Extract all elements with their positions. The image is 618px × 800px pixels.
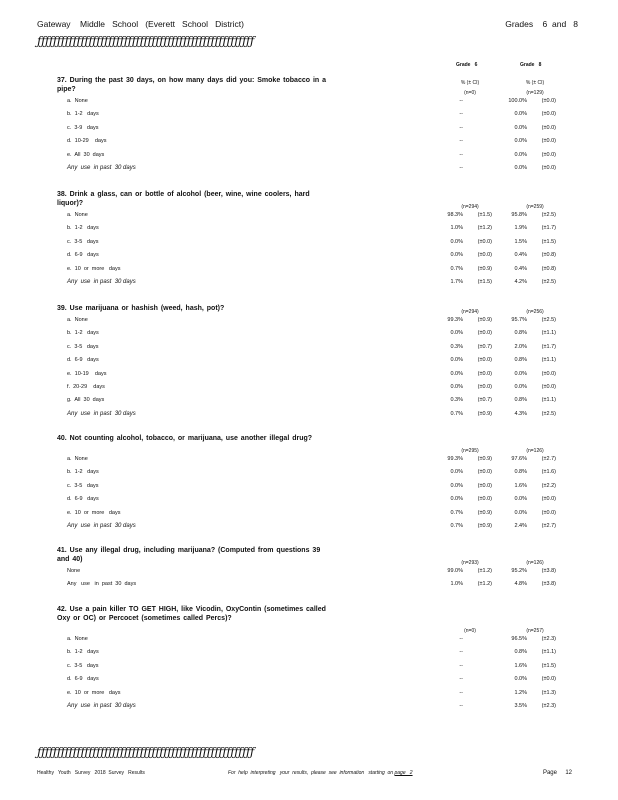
response-label: e. All 30 days xyxy=(67,151,105,158)
grade6-ci: (±0.9) xyxy=(477,410,492,417)
grade8-ci: (±0.0) xyxy=(541,98,556,104)
grade6-percent: -- xyxy=(459,98,463,104)
grade8-percent: 0.0% xyxy=(514,111,527,118)
response-label: c. 3-9 days xyxy=(67,124,99,131)
grade6-ci: (±1.2) xyxy=(477,581,492,588)
grade6-column-header: Grade 6 xyxy=(456,62,478,68)
response-label: b. 1-2 days xyxy=(67,649,99,656)
grade8-percent: 100.0% xyxy=(508,98,527,104)
question-title: 41. Use any illegal drug, including marijuana? (Computed from questions 39 and 40) xyxy=(57,547,321,563)
response-label: None xyxy=(67,568,81,574)
grade6-ci: (±0.0) xyxy=(477,384,492,390)
grade8-ci: (±2.5) xyxy=(541,279,556,285)
grade8-ci: (±3.8) xyxy=(541,568,556,574)
response-row xyxy=(0,496,618,508)
grade6-percent: 0.7% xyxy=(450,410,463,417)
response-label: c. 3-5 days xyxy=(67,662,99,669)
grade8-ci: (±1.1) xyxy=(541,330,556,337)
grade8-percent: 0.8% xyxy=(514,649,527,656)
grade8-percent: 1.6% xyxy=(514,482,527,489)
grade8-percent: 0.0% xyxy=(514,496,527,503)
response-row xyxy=(0,581,618,593)
response-label: Any use in past 30 days xyxy=(67,581,137,588)
grade6-sample-size: (n=0) xyxy=(464,628,476,634)
response-row xyxy=(0,411,618,423)
response-row xyxy=(0,397,618,409)
grade8-percent: 4.8% xyxy=(514,581,527,588)
grade8-ci: (±1.1) xyxy=(541,649,556,656)
grade8-percent: 0.0% xyxy=(514,124,527,131)
grade6-percent: -- xyxy=(459,662,463,669)
grade8-ci: (±2.3) xyxy=(541,636,556,642)
response-row xyxy=(0,384,618,396)
grade8-ci: (±1.7) xyxy=(541,343,556,350)
grade8-percent: 0.0% xyxy=(514,370,527,377)
response-label: d. 6-9 days xyxy=(67,357,99,364)
grade8-percent: 97.6% xyxy=(511,456,527,462)
response-row xyxy=(0,98,618,110)
grade6-ci: (±0.0) xyxy=(477,252,492,259)
grade8-percent: 1.9% xyxy=(514,225,527,232)
grade8-percent: 95.8% xyxy=(511,212,527,218)
grade6-ci: (±0.0) xyxy=(477,469,492,476)
top-rule: ƒƒƒƒƒƒƒƒƒƒƒƒƒƒƒƒƒƒƒƒƒƒƒƒƒƒƒƒƒƒƒƒƒƒƒƒƒƒƒƒƒƒƒƒƒƒƒƒƒƒƒƒƒƒƒ xyxy=(37,34,254,48)
grade6-ci: (±0.0) xyxy=(477,496,492,503)
grade6-percent: -- xyxy=(459,703,463,709)
grade8-ci: (±0.0) xyxy=(541,384,556,390)
grade8-ci: (±2.5) xyxy=(541,317,556,323)
response-row xyxy=(0,344,618,356)
response-label: g. All 30 days xyxy=(67,397,105,404)
grade8-percent: 1.6% xyxy=(514,662,527,669)
grade6-percent: 1.7% xyxy=(450,279,463,285)
grade8-ci: (±1.6) xyxy=(541,469,556,476)
response-row xyxy=(0,125,618,137)
grade6-percent: -- xyxy=(459,165,463,171)
grade6-percent: 98.3% xyxy=(447,212,463,218)
grade6-percent: 0.3% xyxy=(450,343,463,350)
grade8-sample-size: (n=126) xyxy=(526,560,544,566)
response-label: a. None xyxy=(67,98,88,104)
response-row xyxy=(0,317,618,329)
grade8-percent: 0.8% xyxy=(514,397,527,404)
response-row xyxy=(0,330,618,342)
grade6-percent: -- xyxy=(459,124,463,131)
response-label: Any use in past 30 days xyxy=(67,410,136,417)
grade6-percent: 1.0% xyxy=(450,581,463,588)
response-row xyxy=(0,165,618,177)
grade6-ci: (±1.5) xyxy=(477,212,492,218)
response-row xyxy=(0,523,618,535)
grade8-ci: (±2.7) xyxy=(541,523,556,529)
grade6-percent: 0.7% xyxy=(450,509,463,516)
grade8-percent: 0.0% xyxy=(514,165,527,171)
grade6-percent: -- xyxy=(459,676,463,683)
grade8-percent: 2.0% xyxy=(514,343,527,350)
response-row xyxy=(0,225,618,237)
footer-page-number: Page 12 xyxy=(542,770,572,776)
grade6-percent: 99.3% xyxy=(447,317,463,323)
grade8-ci: (±0.0) xyxy=(541,124,556,131)
response-row xyxy=(0,239,618,251)
grade6-percent: -- xyxy=(459,689,463,696)
question-title: 38. Drink a glass, can or bottle of alcohol (beer, wine, wine coolers, hard liquor)? xyxy=(57,191,310,207)
response-label: Any use in past 30 days xyxy=(67,703,136,709)
grade6-sample-size: (n=293) xyxy=(461,560,479,566)
grade6-ci: (±0.9) xyxy=(477,265,492,272)
grade6-percent: -- xyxy=(459,138,463,145)
grade8-percent: 1.5% xyxy=(514,238,527,245)
response-label: c. 3-5 days xyxy=(67,482,99,489)
grade8-percent: 0.0% xyxy=(514,384,527,390)
grade8-ci: (±0.0) xyxy=(541,151,556,158)
grade8-ci: (±0.0) xyxy=(541,370,556,377)
grade6-percent: 99.3% xyxy=(447,456,463,462)
response-label: f. 20-29 days xyxy=(67,384,105,390)
question-title: 39. Use marijuana or hashish (weed, hash, pot)? xyxy=(57,305,225,312)
grade8-ci: (±0.8) xyxy=(541,265,556,272)
grade6-sample-size: (n=294) xyxy=(461,309,479,315)
grade6-percent: -- xyxy=(459,151,463,158)
response-label: a. None xyxy=(67,212,88,218)
response-label: d. 6-9 days xyxy=(67,252,99,259)
pct-ci-header: % (± CI) xyxy=(460,80,480,86)
question-title: 40. Not counting alcohol, tobacco, or marijuana, use another illegal drug? xyxy=(57,435,313,442)
grade8-percent: 95.7% xyxy=(511,317,527,323)
response-label: a. None xyxy=(67,636,88,642)
grade8-ci: (±0.8) xyxy=(541,252,556,259)
grade6-percent: 0.7% xyxy=(450,523,463,529)
response-label: b. 1-2 days xyxy=(67,225,99,232)
grade8-ci: (±2.3) xyxy=(541,703,556,709)
grade6-percent: 0.0% xyxy=(450,330,463,337)
grade6-ci: (±0.0) xyxy=(477,370,492,377)
grade6-percent: 0.0% xyxy=(450,357,463,364)
response-row xyxy=(0,483,618,495)
grade8-sample-size: (n=129) xyxy=(526,90,544,96)
grade8-ci: (±1.1) xyxy=(541,357,556,364)
response-label: e. 10 or more days xyxy=(67,265,121,272)
grade6-percent: 0.3% xyxy=(450,397,463,404)
response-row xyxy=(0,371,618,383)
response-label: b. 1-2 days xyxy=(67,469,99,476)
grade6-ci: (±0.9) xyxy=(477,523,492,529)
grade8-ci: (±3.8) xyxy=(541,581,556,588)
response-row xyxy=(0,649,618,661)
grade8-percent: 96.5% xyxy=(511,636,527,642)
response-row xyxy=(0,676,618,688)
grade8-ci: (±1.5) xyxy=(541,662,556,669)
response-row xyxy=(0,663,618,675)
grade8-ci: (±0.0) xyxy=(541,111,556,118)
response-label: Any use in past 30 days xyxy=(67,279,136,285)
grade6-percent: 0.0% xyxy=(450,384,463,390)
grade8-percent: 0.0% xyxy=(514,509,527,516)
grade6-ci: (±0.0) xyxy=(477,238,492,245)
grade8-percent: 95.2% xyxy=(511,568,527,574)
grade8-percent: 3.5% xyxy=(514,703,527,709)
grade8-ci: (±1.3) xyxy=(541,689,556,696)
grade8-percent: 0.4% xyxy=(514,252,527,259)
grade6-percent: -- xyxy=(459,111,463,118)
grade8-percent: 2.4% xyxy=(514,523,527,529)
grade8-ci: (±0.0) xyxy=(541,676,556,683)
grade6-sample-size: (n=295) xyxy=(461,448,479,454)
grade8-percent: 4.3% xyxy=(514,410,527,417)
grade6-percent: 0.0% xyxy=(450,496,463,503)
response-label: e. 10 or more days xyxy=(67,689,121,696)
grade6-percent: 0.0% xyxy=(450,469,463,476)
grade6-percent: -- xyxy=(459,636,463,642)
response-label: e. 10 or more days xyxy=(67,509,121,516)
question-title: 42. Use a pain killer TO GET HIGH, like Vicodin, OxyContin (sometimes called Oxy or OC) or Percocet (sometimes called Percs)? xyxy=(57,606,326,622)
response-row xyxy=(0,152,618,164)
grade8-ci: (±1.5) xyxy=(541,238,556,245)
response-row xyxy=(0,138,618,150)
grade6-ci: (±0.9) xyxy=(477,456,492,462)
grade8-ci: (±0.0) xyxy=(541,138,556,145)
response-label: a. None xyxy=(67,317,88,323)
grade8-percent: 0.8% xyxy=(514,330,527,337)
grade6-percent: 0.0% xyxy=(450,482,463,489)
grade8-sample-size: (n=256) xyxy=(526,309,544,315)
response-row xyxy=(0,456,618,468)
response-label: d. 6-9 days xyxy=(67,496,99,503)
grade8-ci: (±2.5) xyxy=(541,212,556,218)
response-row xyxy=(0,357,618,369)
response-row xyxy=(0,111,618,123)
grade6-ci: (±0.7) xyxy=(477,343,492,350)
grade8-percent: 0.4% xyxy=(514,265,527,272)
grade8-percent: 0.0% xyxy=(514,676,527,683)
grade6-percent: 0.7% xyxy=(450,265,463,272)
grade6-ci: (±0.0) xyxy=(477,357,492,364)
pct-ci-header: % (± CI) xyxy=(525,80,545,86)
response-label: e. 10-19 days xyxy=(67,370,107,377)
response-row xyxy=(0,252,618,264)
response-row xyxy=(0,279,618,291)
grade8-percent: 0.8% xyxy=(514,469,527,476)
grade6-ci: (±0.9) xyxy=(477,509,492,516)
response-label: Any use in past 30 days xyxy=(67,165,136,171)
response-label: Any use in past 30 days xyxy=(67,523,136,529)
response-label: d. 6-9 days xyxy=(67,676,99,683)
response-row xyxy=(0,690,618,702)
grade8-ci: (±2.5) xyxy=(541,410,556,417)
grade8-sample-size: (n=259) xyxy=(526,204,544,210)
question-title: 37. During the past 30 days, on how many days did you: Smoke tobacco in a pipe? xyxy=(57,77,327,93)
footer-survey-name: Healthy Youth Survey 2018 Survey Results xyxy=(37,770,145,776)
grade6-percent: 99.0% xyxy=(447,568,463,574)
grade8-ci: (±0.0) xyxy=(541,509,556,516)
response-row xyxy=(0,703,618,715)
grade6-ci: (±0.0) xyxy=(477,482,492,489)
document-header-grades: Grades 6 and 8 xyxy=(505,19,578,29)
footer-help-text xyxy=(228,770,413,776)
response-row xyxy=(0,568,618,580)
response-row xyxy=(0,636,618,648)
grade6-percent: -- xyxy=(459,649,463,656)
footer-help-prefix: For help interpreting your results, please see information starting on xyxy=(228,770,395,776)
footer-page-link[interactable]: page 2 xyxy=(394,770,413,776)
grade6-percent: 1.0% xyxy=(450,225,463,232)
grade8-ci: (±0.0) xyxy=(541,165,556,171)
response-label: b. 1-2 days xyxy=(67,330,99,337)
grade8-sample-size: (n=257) xyxy=(526,628,544,634)
grade6-sample-size: (n=294) xyxy=(461,204,479,210)
grade6-percent: 0.0% xyxy=(450,252,463,259)
response-row xyxy=(0,212,618,224)
grade6-ci: (±1.2) xyxy=(477,568,492,574)
response-label: b. 1-2 days xyxy=(67,111,99,118)
response-label: c. 3-5 days xyxy=(67,343,99,350)
grade6-percent: 0.0% xyxy=(450,370,463,377)
response-row xyxy=(0,266,618,278)
response-row xyxy=(0,469,618,481)
bottom-rule: ƒƒƒƒƒƒƒƒƒƒƒƒƒƒƒƒƒƒƒƒƒƒƒƒƒƒƒƒƒƒƒƒƒƒƒƒƒƒƒƒƒƒƒƒƒƒƒƒƒƒƒƒƒƒƒ xyxy=(37,745,254,759)
grade8-ci: (±2.7) xyxy=(541,456,556,462)
grade6-ci: (±0.9) xyxy=(477,317,492,323)
grade6-ci: (±0.0) xyxy=(477,330,492,337)
grade8-sample-size: (n=126) xyxy=(526,448,544,454)
grade8-column-header: Grade 8 xyxy=(520,62,542,68)
grade6-ci: (±0.7) xyxy=(477,397,492,404)
response-label: a. None xyxy=(67,456,88,462)
grade6-ci: (±1.2) xyxy=(477,225,492,232)
response-label: d. 10-29 days xyxy=(67,138,107,145)
response-label: c. 3-5 days xyxy=(67,238,99,245)
grade8-percent: 4.2% xyxy=(514,279,527,285)
grade8-percent: 0.0% xyxy=(514,138,527,145)
grade8-percent: 1.2% xyxy=(514,689,527,696)
grade8-percent: 0.8% xyxy=(514,357,527,364)
response-row xyxy=(0,510,618,522)
grade8-ci: (±0.0) xyxy=(541,496,556,503)
grade8-ci: (±1.7) xyxy=(541,225,556,232)
grade8-ci: (±1.1) xyxy=(541,397,556,404)
grade6-sample-size: (n=0) xyxy=(464,90,476,96)
grade6-ci: (±1.5) xyxy=(477,279,492,285)
grade6-percent: 0.0% xyxy=(450,238,463,245)
grade8-percent: 0.0% xyxy=(514,151,527,158)
document-header-title: Gateway Middle School (Everett School District) xyxy=(37,19,244,29)
grade8-ci: (±2.2) xyxy=(541,482,556,489)
